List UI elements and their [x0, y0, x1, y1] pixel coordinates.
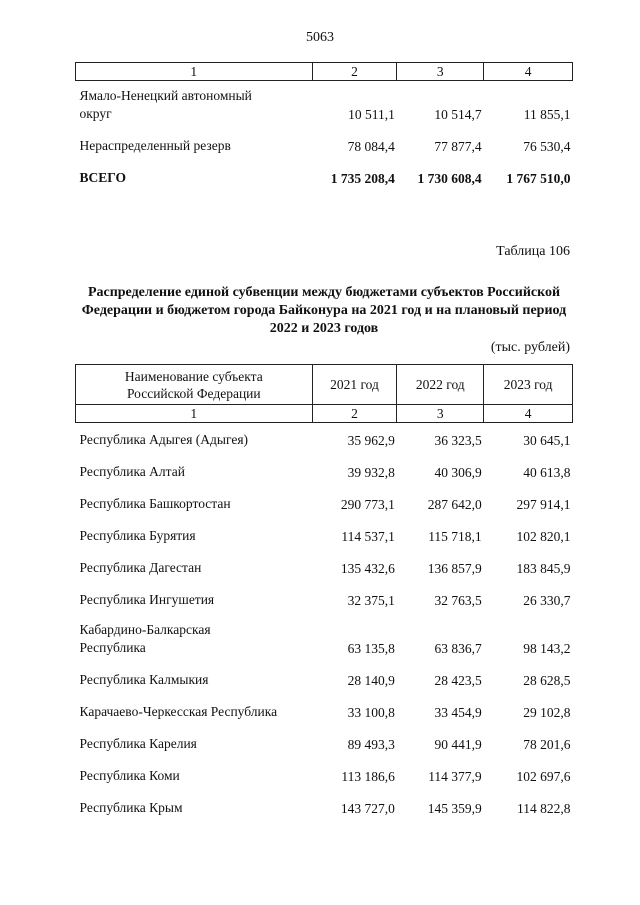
- value-2022: 40 306,9: [434, 464, 482, 480]
- value-2023: 30 645,1: [523, 432, 571, 448]
- table-row: [76, 423, 573, 449]
- table-row: [76, 657, 573, 689]
- table-row: [76, 577, 573, 609]
- column-number: 2: [312, 63, 397, 81]
- value-2021: 33 100,8: [347, 704, 395, 720]
- region-name: Республика Крым: [79, 799, 183, 815]
- column-number: 1: [76, 405, 313, 423]
- value-2023: 114 822,8: [517, 800, 571, 816]
- column-number: 3: [397, 63, 484, 81]
- region-name: Кабардино-Балкарская Республика: [79, 621, 211, 655]
- table-row: [76, 609, 573, 657]
- value-2021: 35 962,9: [347, 432, 395, 448]
- value-2023: 78 201,6: [523, 736, 571, 752]
- header-2021: 2021 год: [312, 365, 397, 405]
- table-title: Распределение единой субвенции между бюджетами субъектов Российской Федерации и бюджетом города Байконура на 2021 год и на плановый период 2022 и 2023 годов: [81, 285, 567, 336]
- value-2022: 90 441,9: [434, 736, 482, 752]
- value-2023: 102 820,1: [516, 528, 571, 544]
- total-2022: 1 730 608,4: [417, 170, 482, 186]
- column-number: 1: [76, 63, 313, 81]
- total-2021: 1 735 208,4: [330, 170, 395, 186]
- region-name: Республика Дагестан: [79, 559, 202, 575]
- region-name: Республика Алтай: [79, 463, 185, 479]
- table-row: [76, 481, 573, 513]
- value-2021: 135 432,6: [340, 560, 395, 576]
- region-name: Республика Башкортостан: [79, 495, 231, 511]
- region-name: Ямало-Ненецкий автономный округ: [79, 87, 252, 121]
- value-2023: 29 102,8: [523, 704, 571, 720]
- table-row: [76, 449, 573, 481]
- value-2021: 114 537,1: [341, 528, 395, 544]
- table-row: [76, 785, 573, 817]
- column-number-row: [76, 405, 573, 423]
- value-2022: 32 763,5: [434, 592, 482, 608]
- header-2022: 2022 год: [397, 365, 484, 405]
- table-row: [76, 513, 573, 545]
- value-2021: 113 186,6: [341, 768, 395, 784]
- header-row: [76, 365, 573, 405]
- value-2022: 136 857,9: [427, 560, 482, 576]
- units-label: (тыс. рублей): [490, 340, 570, 355]
- subvention-table: [75, 364, 573, 817]
- value-2021: 32 375,1: [347, 592, 395, 608]
- region-name: Республика Калмыкия: [79, 671, 209, 687]
- page-number: 5063: [306, 30, 334, 45]
- value-2022: 77 877,4: [434, 138, 482, 154]
- value-2023: 102 697,6: [516, 768, 571, 784]
- region-name: Нераспределенный резерв: [79, 137, 231, 153]
- value-2023: 98 143,2: [523, 640, 571, 656]
- total-2023: 1 767 510,0: [506, 170, 571, 186]
- value-2021: 290 773,1: [340, 496, 395, 512]
- value-2021: 28 140,9: [347, 672, 395, 688]
- value-2021: 89 493,3: [347, 736, 395, 752]
- region-name: Республика Коми: [79, 767, 180, 783]
- total-row: [76, 155, 573, 187]
- value-2021: 63 135,8: [347, 640, 395, 656]
- value-2023: 183 845,9: [516, 560, 571, 576]
- column-number: 4: [484, 405, 573, 423]
- table-row: [76, 123, 573, 155]
- value-2023: 40 613,8: [523, 464, 571, 480]
- header-2023: 2023 год: [484, 365, 573, 405]
- value-2023: 297 914,1: [516, 496, 571, 512]
- value-2022: 63 836,7: [434, 640, 482, 656]
- column-number: 4: [484, 63, 573, 81]
- total-label: ВСЕГО: [79, 169, 127, 185]
- table-row: [76, 81, 573, 123]
- value-2022: 114 377,9: [428, 768, 482, 784]
- value-2023: 76 530,4: [523, 138, 571, 154]
- value-2022: 10 514,7: [434, 106, 482, 122]
- table-row: [76, 721, 573, 753]
- continued-table: [75, 62, 573, 187]
- value-2022: 33 454,9: [434, 704, 482, 720]
- region-name: Республика Адыгея (Адыгея): [79, 431, 249, 447]
- region-name: Карачаево-Черкесская Республика: [79, 703, 278, 719]
- table-row: [76, 689, 573, 721]
- value-2022: 28 423,5: [434, 672, 482, 688]
- value-2022: 115 718,1: [428, 528, 482, 544]
- column-number: 3: [397, 405, 484, 423]
- value-2022: 145 359,9: [427, 800, 482, 816]
- value-2022: 36 323,5: [434, 432, 482, 448]
- region-name: Республика Карелия: [79, 735, 197, 751]
- value-2023: 28 628,5: [523, 672, 571, 688]
- table-row: [76, 545, 573, 577]
- value-2021: 78 084,4: [347, 138, 395, 154]
- value-2022: 287 642,0: [427, 496, 482, 512]
- value-2023: 26 330,7: [523, 592, 571, 608]
- value-2021: 10 511,1: [348, 106, 395, 122]
- value-2023: 11 855,1: [523, 106, 571, 122]
- table-number: Таблица 106: [496, 244, 570, 259]
- region-name: Республика Бурятия: [79, 527, 196, 543]
- value-2021: 143 727,0: [340, 800, 395, 816]
- region-name: Республика Ингушетия: [79, 591, 215, 607]
- value-2021: 39 932,8: [347, 464, 395, 480]
- column-number: 2: [312, 405, 397, 423]
- header-region: Наименование субъекта Российской Федерации: [76, 365, 313, 405]
- column-number-row: [76, 63, 573, 81]
- table-row: [76, 753, 573, 785]
